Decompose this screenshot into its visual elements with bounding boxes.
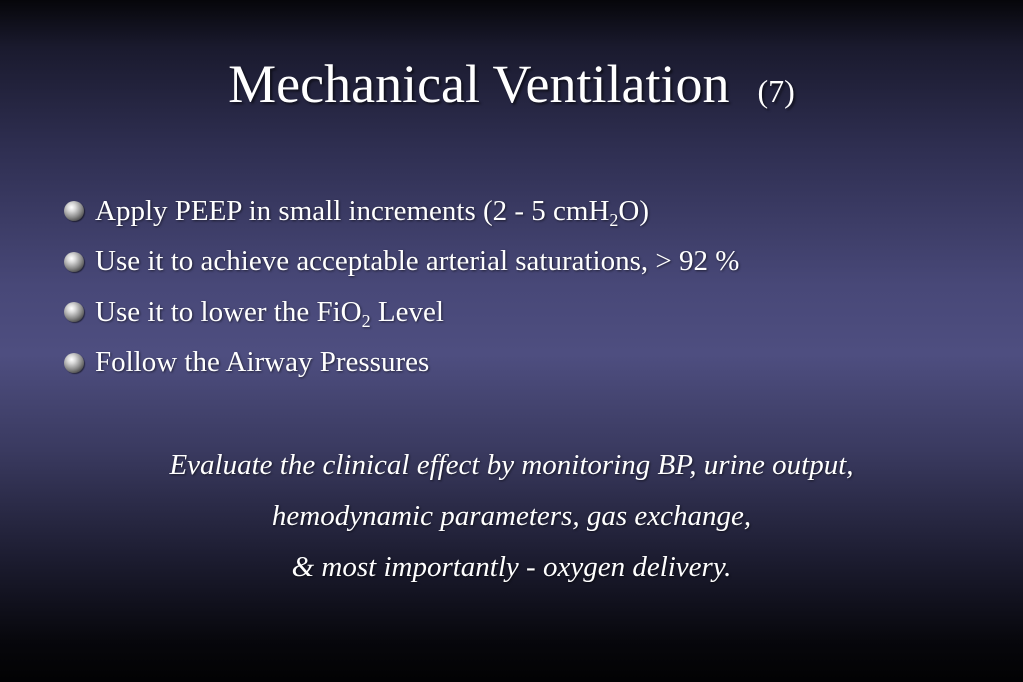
note-line: hemodynamic parameters, gas exchange, bbox=[271, 500, 752, 532]
slide-title bbox=[0, 52, 1023, 123]
bullet-text: Follow the Airway Pressures bbox=[95, 346, 430, 379]
bullet-list bbox=[64, 186, 994, 388]
bullet-icon bbox=[64, 252, 84, 272]
note-line: Evaluate the clinical effect by monitoring BP, urine output, bbox=[169, 449, 854, 481]
title-number: (7) bbox=[757, 73, 795, 109]
bullet-item-arterial-saturations bbox=[64, 237, 994, 288]
note-line: & most importantly - oxygen delivery. bbox=[291, 551, 732, 583]
bullet-icon bbox=[64, 302, 84, 322]
bullet-item-airway-pressures bbox=[64, 338, 994, 389]
bullet-text: Use it to achieve acceptable arterial saturations, > 92 % bbox=[95, 245, 740, 278]
evaluation-note bbox=[0, 440, 1023, 593]
bullet-text: Apply PEEP in small increments (2 - 5 cmH$_2$O) bbox=[95, 194, 650, 230]
bullet-icon bbox=[64, 353, 84, 373]
title-text: Mechanical Ventilation bbox=[228, 54, 730, 114]
bullet-item-lower-fio2 bbox=[64, 287, 994, 338]
bullet-item-peep-increments bbox=[64, 186, 994, 237]
bullet-text: Use it to lower the FiO$_2$ Level bbox=[95, 295, 444, 331]
bullet-icon bbox=[64, 201, 84, 221]
